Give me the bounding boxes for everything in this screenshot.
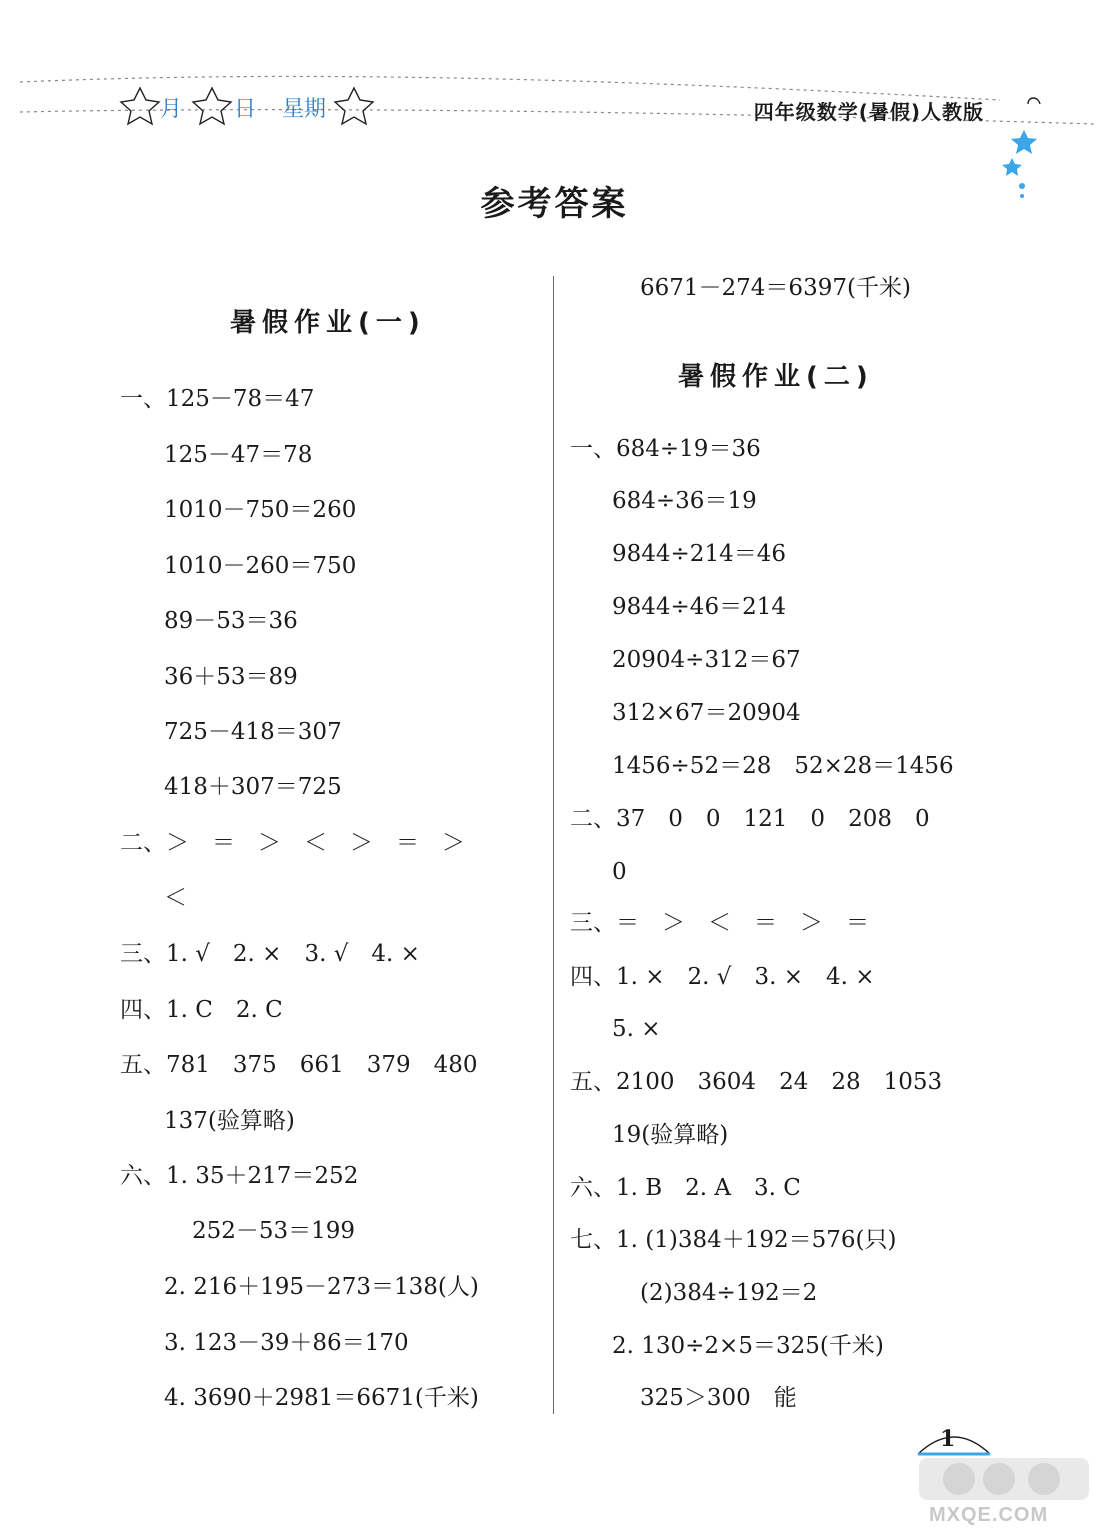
answer-line: 89－53＝36 [164,608,298,634]
watermark-text: MXQE.COM [929,1504,1049,1526]
answer-line: 四、1. C 2. C [120,997,283,1023]
answer-line: 19(验算略) [612,1122,729,1148]
answer-line: 20904÷312＝67 [612,647,801,673]
answer-line: 3. 123－39＋86＝170 [164,1330,409,1356]
answer-line: 6671－274＝6397(千米) [640,275,911,301]
page-number: 1 [940,1426,956,1452]
answer-line: 725－418＝307 [164,719,342,745]
answer-line: 1456÷52＝28 52×28＝1456 [612,753,954,779]
answer-line: 4. 3690＋2981＝6671(千米) [164,1385,479,1411]
answer-line: 三、＝ ＞ ＜ ＝ ＞ ＝ [570,910,869,936]
section-title-2: 暑假作业(二) [678,362,874,392]
answer-line: 312×67＝20904 [612,700,801,726]
answer-line: 七、1. (1)384＋192＝576(只) [570,1227,897,1253]
column-divider [553,276,554,1414]
answer-line: 五、781 375 661 379 480 [120,1052,478,1078]
swirl-icon [1028,98,1040,104]
answer-line: 1010－260＝750 [164,553,357,579]
weekday-label: 星期 [282,97,327,122]
answer-line: 137(验算略) [164,1108,295,1134]
book-title: 四年级数学(暑假)人教版 [753,100,984,124]
star-blue-icon [1002,158,1022,176]
answer-line: 1010－750＝260 [164,497,357,523]
star-outline-icon [193,88,231,124]
answer-line: 9844÷214＝46 [612,541,786,567]
answer-line: 四、1. × 2. √ 3. × 4. × [570,964,875,990]
answer-line: 9844÷46＝214 [612,594,786,620]
answer-line: 一、684÷19＝36 [570,436,761,462]
answer-line: 二、37 0 0 121 0 208 0 [570,806,930,832]
star-outline-icon [335,88,373,124]
section-title-1: 暑假作业(一) [230,308,426,338]
answer-line: 二、＞ ＝ ＞ ＜ ＞ ＝ ＞ [120,830,465,856]
answer-line: (2)384÷192＝2 [640,1280,818,1306]
answer-line: 五、2100 3604 24 28 1053 [570,1069,943,1095]
star-blue-icon [1011,130,1037,154]
day-label: 日 [234,97,257,122]
answer-line: 六、1. B 2. A 3. C [570,1175,801,1201]
month-label: 月 [160,97,183,122]
answer-line: 252－53＝199 [192,1218,356,1244]
answer-line: 2. 130÷2×5＝325(千米) [612,1333,884,1359]
page-title: 参考答案 [480,184,629,224]
star-outline-icon [121,88,159,124]
answer-line: 0 [612,859,627,885]
answer-line: 418＋307＝725 [164,774,342,800]
answer-line: 三、1. √ 2. × 3. √ 4. × [120,941,420,967]
answer-line: 125－47＝78 [164,442,313,468]
answer-line: ＜ [164,885,187,911]
answer-line: 684÷36＝19 [612,488,757,514]
answer-line: 2. 216＋195－273＝138(人) [164,1274,479,1300]
answer-line: 36＋53＝89 [164,664,298,690]
watermark-logo [899,1450,1099,1530]
answer-line: 一、125－78＝47 [120,386,315,412]
answer-line: 六、1. 35＋217＝252 [120,1163,359,1189]
answer-line: 325＞300 能 [640,1385,797,1411]
answer-line: 5. × [612,1016,661,1042]
